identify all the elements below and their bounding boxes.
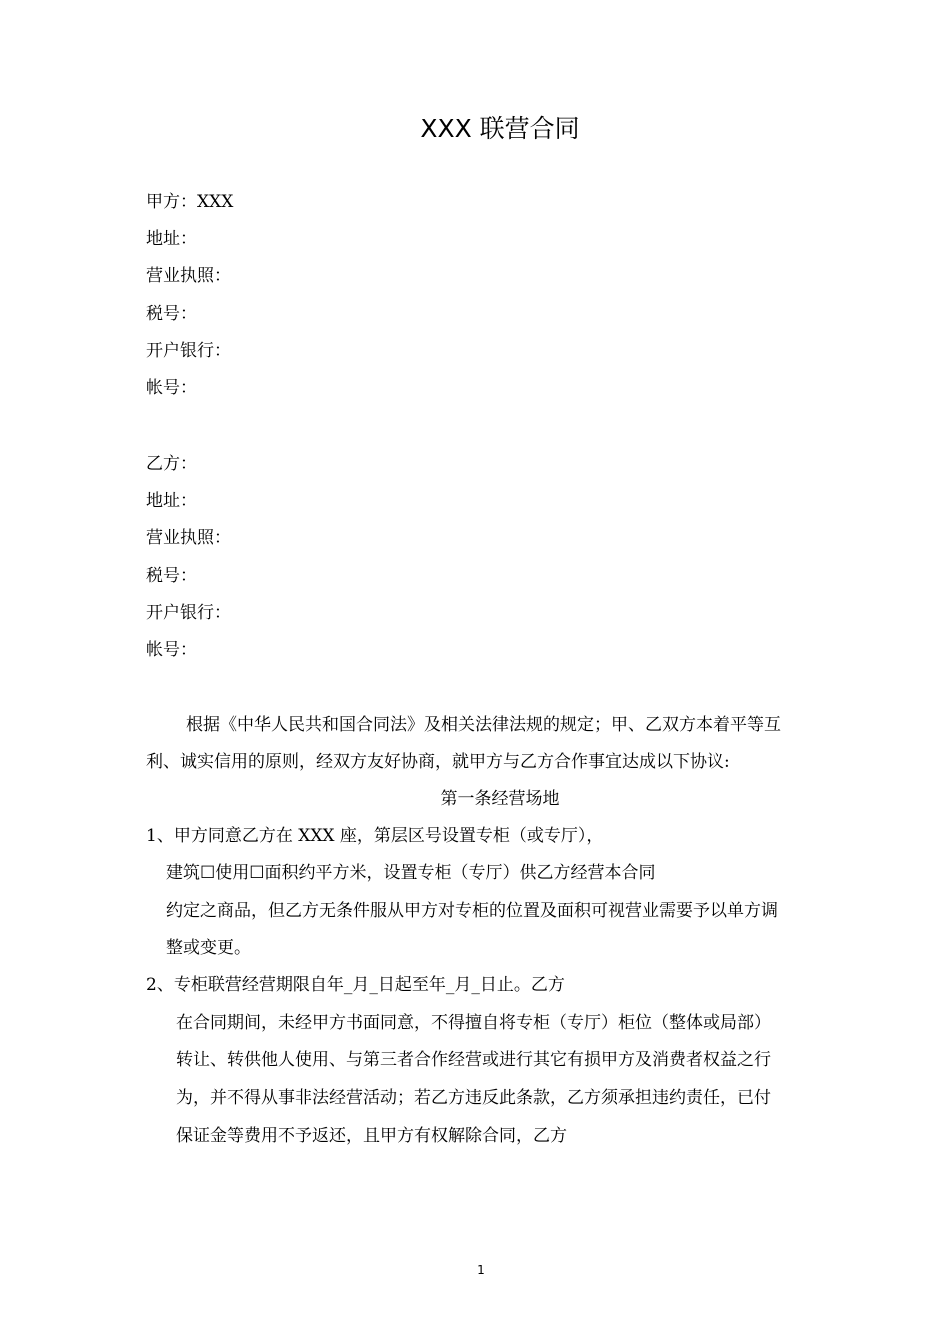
preamble-line-1: 根据《中华人民共和国合同法》及相关法律法规的规定；甲、乙双方本着平等互	[186, 715, 781, 735]
party-a-address: 地址：	[146, 229, 197, 249]
party-a-bank: 开户银行：	[146, 341, 231, 361]
clause-1-line-3: 约定之商品，但乙方无条件服从甲方对专柜的位置及面积可视营业需要予以单方调	[166, 901, 778, 921]
page-number: 1	[477, 1263, 485, 1277]
party-a-tax-id: 税号：	[146, 304, 197, 324]
clause-2-line-5: 保证金等费用不予返还，且甲方有权解除合同，乙方	[176, 1126, 567, 1146]
clause-1-line-2: 建筑☐使用☐面积约平方米，设置专柜（专厅）供乙方经营本合同	[166, 863, 656, 883]
clause-1-line-1: 1、甲方同意乙方在 XXX 座，第层区号设置专柜（或专厅），	[146, 826, 604, 846]
clause-2-line-1: 2、专柜联营经营期限自年_月_日起至年_月_日止。乙方	[146, 975, 565, 995]
article-1-heading: 第一条经营场地	[440, 789, 560, 809]
party-a-license: 营业执照：	[146, 266, 231, 286]
party-a-name: 甲方：XXX	[146, 192, 234, 212]
clause-2-line-4: 为，并不得从事非法经营活动；若乙方违反此条款，乙方须承担违约责任，已付	[176, 1088, 771, 1108]
party-b-name: 乙方：	[146, 454, 197, 474]
party-b-bank: 开户银行：	[146, 603, 231, 623]
document-title: XXX 联营合同	[420, 114, 580, 143]
clause-1-line-4: 整或变更。	[166, 938, 251, 958]
preamble-line-2: 利、诚实信用的原则，经双方友好协商，就甲方与乙方合作事宜达成以下协议:	[146, 752, 730, 772]
party-b-tax-id: 税号：	[146, 566, 197, 586]
party-b-license: 营业执照：	[146, 528, 231, 548]
clause-2-line-2: 在合同期间，未经甲方书面同意，不得擅自将专柜（专厅）柜位（整体或局部）	[176, 1013, 771, 1033]
party-a-account: 帐号：	[146, 378, 197, 398]
party-b-account: 帐号：	[146, 640, 197, 660]
clause-2-line-3: 转让、转供他人使用、与第三者合作经营或进行其它有损甲方及消费者权益之行	[176, 1050, 771, 1070]
party-b-address: 地址：	[146, 491, 197, 511]
